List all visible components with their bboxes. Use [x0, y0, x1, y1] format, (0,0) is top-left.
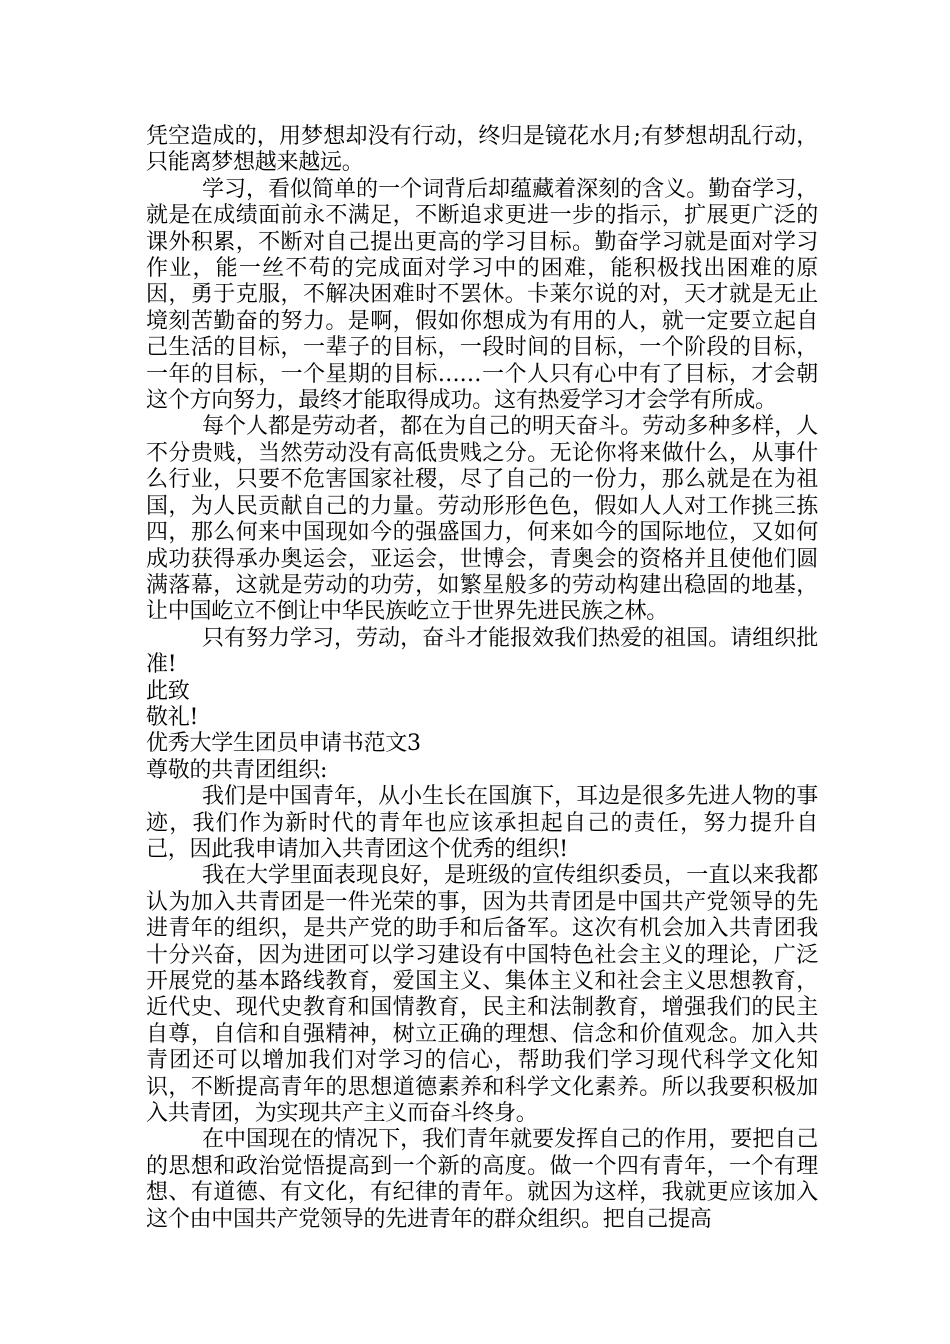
paragraph-study: 学习，看似简单的一个词背后却蕴藏着深刻的含义。勤奋学习，就是在成绩面前永不满足，不断追求更进一步的指示，扩展更广泛的课外积累，不断对自己提出更高的学习目标。勤奋学习就是面对学习作业，能一丝不苟的完成面对学习中的困难，能积极找出困难的原因，勇于克服，不解决困难时不罢休。卡莱尔说的对，天才就是无止境刻苦勤奋的努力。是啊，假如你想成为有用的人，就一定要立起自己生活的目标，一辈子的目标，一段时间的目标，一个阶段的目标，一年的目标，一个星期的目标……一个人只有心中有了目标，才会朝这个方向努力，最终才能取得成功。这有热爱学习才会学有所成。: [146, 176, 818, 414]
paragraph-university: 我在大学里面表现良好，是班级的宣传组织委员，一直以来我都认为加入共青团是一件光荣的事，因为共青团是中国共产党领导的先进青年的组织，是共产党的助手和后备军。这次有机会加入共青团我十分兴奋，因为进团可以学习建设有中国特色社会主义的理论，广泛开展党的基本路线教育，爱国主义、集体主义和社会主义思想教育，近代史、现代史教育和国情教育，民主和法制教育，增强我们的民主自尊，自信和自强精神，树立正确的理想、信念和价值观念。加入共青团还可以增加我们对学习的信心，帮助我们学习现代科学文化知识，不断提高青年的思想道德素养和科学文化素养。所以我要积极加入共青团，为实现共产主义而奋斗终身。: [146, 863, 818, 1127]
closing-salutation: 此致: [146, 678, 190, 704]
paragraph-continuation: 凭空造成的，用梦想却没有行动，终归是镜花水月;有梦想胡乱行动，只能离梦想越来越远。: [146, 124, 818, 176]
closing-regards: 敬礼!: [146, 704, 199, 730]
section-title: 优秀大学生团员申请书范文3: [146, 731, 421, 757]
paragraph-labor: 每个人都是劳动者，都在为自己的明天奋斗。劳动多种多样，人不分贵贱，当然劳动没有高低贵贱之分。无论你将来做什么，从事什么行业，只要不危害国家社稷，尽了自己的一份力，那么就是在为祖国，为人民贡献自己的力量。劳动形形色色，假如人人对工作挑三拣四，那么何来中国现如今的强盛国力，何来如今的国际地位，又如何成功获得承办奥运会，亚运会，世博会，青奥会的资格并且使他们圆满落幕，这就是劳动的功劳，如繁星般多的劳动构建出稳固的地基，让中国屹立不倒让中华民族屹立于世界先进民族之林。: [146, 414, 818, 625]
paragraph-current-situation: 在中国现在的情况下，我们青年就要发挥自己的作用，要把自己的思想和政治觉悟提高到一个新的高度。做一个四有青年，一个有理想、有道德、有文化，有纪律的青年。就因为这样，我就更应该加入这个由中国共产党领导的先进青年的群众组织。把自己提高: [146, 1127, 818, 1232]
paragraph-request: 只有努力学习，劳动，奋斗才能报效我们热爱的祖国。请组织批准!: [146, 625, 818, 678]
document-body: [146, 124, 818, 1233]
paragraph-introduction: 我们是中国青年，从小生长在国旗下，耳边是很多先进人物的事迹，我们作为新时代的青年也应该承担起自己的责任，努力提升自己，因此我申请加入共青团这个优秀的组织!: [146, 784, 818, 862]
addressee-line: 尊敬的共青团组织:: [146, 757, 328, 783]
